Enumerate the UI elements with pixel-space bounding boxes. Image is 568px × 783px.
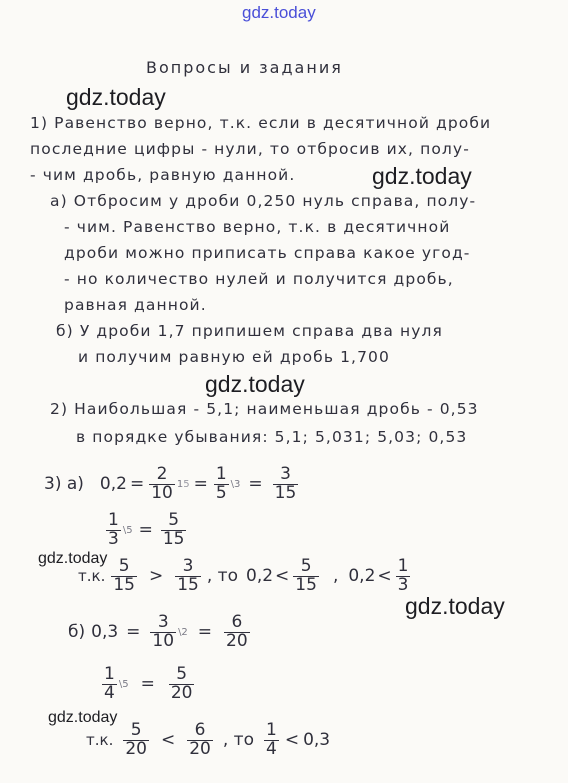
watermark: gdz.today <box>66 84 166 110</box>
watermark: gdz.today <box>205 371 305 397</box>
q1b-line: б) У дроби 1,7 припишем справа два нуля <box>56 322 443 340</box>
fraction-1-4: $\frac{1}{4}$ <box>104 664 115 703</box>
multiplier-mark: \3 <box>230 478 241 490</box>
equals-sign: = <box>138 520 153 541</box>
q3b-label: б) <box>68 622 86 643</box>
equals-sign: = <box>129 474 145 495</box>
fraction-5-20: $\frac{5}{20}$ <box>125 720 147 759</box>
value: 0,2 <box>99 474 127 495</box>
fraction-1-4: $\frac{1}{4}$ <box>266 720 277 759</box>
equals-sign: = <box>140 674 155 695</box>
q3a-conclusion-row <box>78 558 412 595</box>
q1-line: 1) Равенство верно, т.к. если в десятичной дроби <box>30 114 492 132</box>
fraction-5-15: $\frac{5}{15}$ <box>295 556 317 595</box>
q1-line: - чим дробь, равную данной. <box>30 166 296 184</box>
fraction-3-15: $\frac{3}{15}$ <box>274 464 297 503</box>
equals-sign: = <box>197 622 213 643</box>
greater-sign: > <box>148 566 164 587</box>
watermark: gdz.today <box>405 593 505 619</box>
multiplier-mark: 5 <box>183 478 190 490</box>
fraction-5-15: $\frac{5}{15}$ <box>162 510 185 549</box>
value: 0,2 <box>348 566 376 587</box>
equals-sign: = <box>126 622 141 643</box>
q3b-conclusion-row <box>86 722 330 759</box>
q1b-line: и получим равную ей дробь 1,700 <box>78 348 390 366</box>
because-label: т.к. <box>86 731 114 750</box>
because-label: т.к. <box>78 567 106 586</box>
equals-sign: = <box>193 474 208 495</box>
q1-line: последние цифры - нули, то отбросив их, полу- <box>30 140 470 158</box>
q1a-line: равная данной. <box>64 296 207 314</box>
multiplier-mark: \5 <box>118 678 129 690</box>
then-label: , то <box>222 730 254 751</box>
q3b-equation-row <box>100 666 196 703</box>
less-sign: < <box>377 566 392 587</box>
fraction-3-10: $\frac{3}{10}$ <box>152 612 175 651</box>
multiplier-mark: \2 <box>178 626 188 638</box>
q3-label: 3) а) <box>44 474 84 495</box>
fraction-5-20: $\frac{5}{20}$ <box>170 664 193 703</box>
fraction-1-3: $\frac{1}{3}$ <box>397 556 409 595</box>
equals-sign: = <box>248 474 263 495</box>
watermark: gdz.today <box>48 709 118 726</box>
fraction-1-3: $\frac{1}{3}$ <box>108 510 119 549</box>
fraction-6-20: $\frac{6}{20}$ <box>189 720 211 759</box>
watermark-top: gdz.today <box>242 3 316 22</box>
fraction-1-5: $\frac{1}{5}$ <box>215 464 227 503</box>
q1a-line: - чим. Равенство верно, т.к. в десятичной <box>64 218 451 236</box>
q3b-equation-row <box>68 614 252 651</box>
then-label: , то <box>206 566 238 587</box>
less-sign: < <box>284 730 300 751</box>
fraction-5-15: $\frac{5}{15}$ <box>113 556 135 595</box>
multiplier-mark: \5 <box>122 524 133 536</box>
page-title: Вопросы и задания <box>146 58 343 77</box>
watermark: gdz.today <box>38 550 108 567</box>
fraction-3-15: $\frac{3}{15}$ <box>177 556 199 595</box>
fraction-6-20: $\frac{6}{20}$ <box>226 612 248 651</box>
watermark: gdz.today <box>372 163 472 189</box>
value: 0,3 <box>303 730 331 751</box>
less-sign: < <box>160 730 176 751</box>
q2-line: в порядке убывания: 5,1; 5,031; 5,03; 0,53 <box>76 428 468 446</box>
q1a-line: а) Отбросим у дроби 0,250 нуль справа, полу- <box>50 192 477 210</box>
fraction-2-10: $\frac{2}{10}$ <box>151 464 173 503</box>
q1a-line: - но количество нулей и получится дробь, <box>64 270 454 288</box>
comma: , <box>332 566 339 587</box>
less-sign: < <box>275 566 290 587</box>
value: 0,2 <box>246 566 274 587</box>
value: 0,3 <box>91 622 119 643</box>
q2-line: 2) Наибольшая - 5,1; наименьшая дробь - 0,53 <box>50 400 479 418</box>
multiplier-mark: 1 <box>176 478 184 490</box>
q3a-equation-row <box>104 512 188 549</box>
q3a-equation-row <box>44 466 300 503</box>
q1a-line: дроби можно приписать справа какое угод- <box>64 244 471 262</box>
